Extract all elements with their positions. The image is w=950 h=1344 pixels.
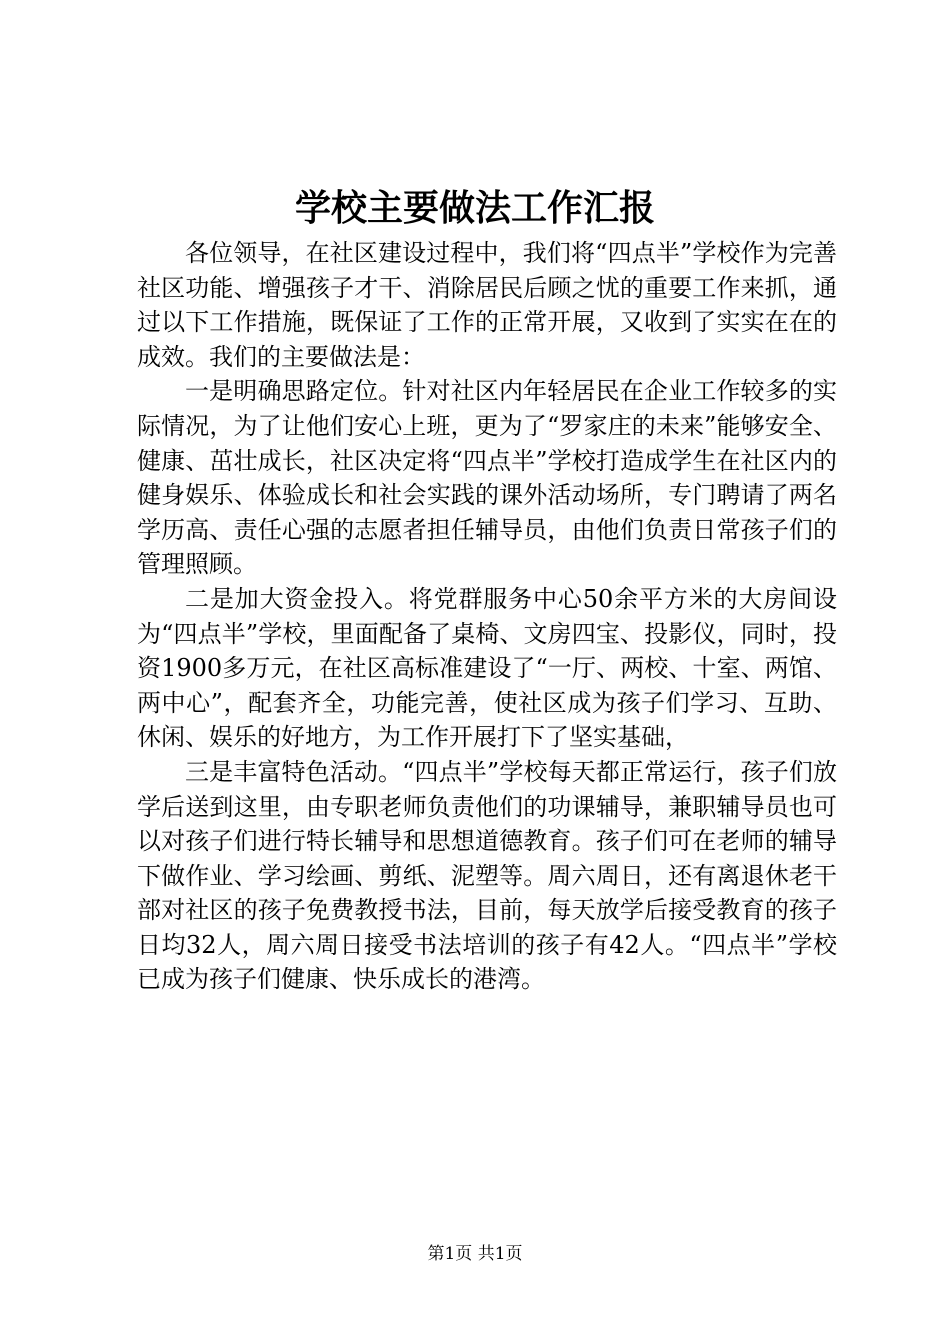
paragraph-intro: 各位领导，在社区建设过程中，我们将“四点半”学校作为完善社区功能、增强孩子才干、消除居民后顾之忧的重要工作来抓，通过以下工作措施，既保证了工作的正常开展，又收到了实实在在的成效。我们的主要做法是：	[137, 239, 837, 371]
page-footer: 第1页 共1页	[427, 1244, 523, 1264]
document-title: 学校主要做法工作汇报	[294, 187, 655, 229]
document-body	[137, 236, 837, 997]
paragraph-point-one: 一是明确思路定位。针对社区内年轻居民在企业工作较多的实际情况，为了让他们安心上班，更为了“罗家庄的未来”能够安全、健康、茁壮成长，社区决定将“四点半”学校打造成学生在社区内的健身娱乐、体验成长和社会实践的课外活动场所，专门聘请了两名学历高、责任心强的志愿者担任辅导员，由他们负责日常孩子们的管理照顾。	[137, 377, 837, 579]
paragraph-point-three: 三是丰富特色活动。“四点半”学校每天都正常运行，孩子们放学后送到这里，由专职老师负责他们的功课辅导，兼职辅导员也可以对孩子们进行特长辅导和思想道德教育。孩子们可在老师的辅导下做作业、学习绘画、剪纸、泥塑等。周六周日，还有离退休老干部对社区的孩子免费教授书法，目前，每天放学后接受教育的孩子日均32人，周六周日接受书法培训的孩子有42人。“四点半”学校已成为孩子们健康、快乐成长的港湾。	[137, 757, 837, 994]
paragraph-point-two: 二是加大资金投入。将党群服务中心50余平方米的大房间设为“四点半”学校，里面配备了桌椅、文房四宝、投影仪，同时，投资1900多万元，在社区高标准建设了“一厅、两校、十室、两馆、两中心”，配套齐全，功能完善，使社区成为孩子们学习、互助、休闲、娱乐的好地方，为工作开展打下了坚实基础，	[137, 584, 837, 752]
